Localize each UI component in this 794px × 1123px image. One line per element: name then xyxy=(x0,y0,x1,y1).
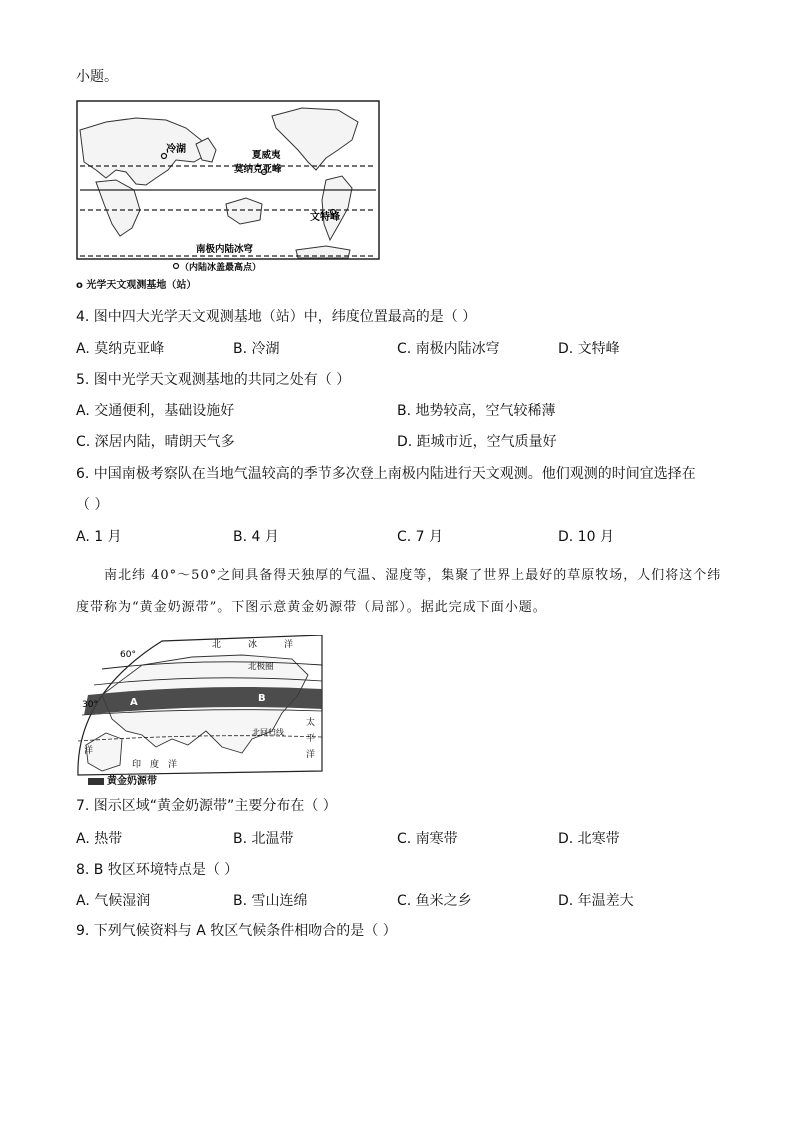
label-pacific-1: 太 xyxy=(306,718,316,728)
label-pacific-3: 洋 xyxy=(306,750,316,760)
milk-belt-map-svg xyxy=(72,635,328,785)
question-8-stem: 8. B 牧区环境特点是（ ） xyxy=(76,862,239,878)
label-antarctic-dome: 南极内陆冰穹 xyxy=(196,244,254,255)
q5-option-a: A. 交通便利，基础设施好 xyxy=(76,403,235,419)
q6-option-c: C. 7 月 xyxy=(397,529,444,545)
q6-option-b: B. 4 月 xyxy=(233,529,279,545)
question-5-stem: 5. 图中光学天文观测基地的共同之处有（ ） xyxy=(76,372,351,388)
observatory-world-map xyxy=(76,100,380,276)
label-indian-3: 洋 xyxy=(168,760,178,770)
label-ocean-west: 洋 xyxy=(84,746,94,756)
passage-line-2: 度带称为“黄金奶源带”。下图示意黄金奶源带（局部）。据此完成下面小题。 xyxy=(76,600,547,615)
golden-milk-belt-map xyxy=(72,635,328,785)
label-indian-1: 印 xyxy=(132,760,142,770)
map1-legend xyxy=(76,276,196,291)
q4-option-b: B. 冷湖 xyxy=(233,341,280,357)
question-7-stem: 7. 图示区域“黄金奶源带”主要分布在（ ） xyxy=(76,798,337,814)
observatory-dot-icon: o xyxy=(76,280,83,291)
q4-option-d: D. 文特峰 xyxy=(558,341,620,357)
question-4-stem: 4. 图中四大光学天文观测基地（站）中，纬度位置最高的是（ ） xyxy=(76,309,477,325)
map1-legend-label: 光学天文观测基地（站） xyxy=(86,280,197,291)
label-lat30: 30° xyxy=(82,700,98,710)
belt-swatch-icon xyxy=(88,778,104,785)
q8-option-c: C. 鱼米之乡 xyxy=(397,893,472,909)
label-arctic-ocean-3: 洋 xyxy=(284,640,294,650)
q8-option-b: B. 雪山连绵 xyxy=(233,893,308,909)
q7-option-a: A. 热带 xyxy=(76,831,123,847)
q7-option-b: B. 北温带 xyxy=(233,831,294,847)
q6-option-d: D. 10 月 xyxy=(558,529,614,545)
label-zone-b: B xyxy=(258,693,266,704)
label-pacific-2: 平 xyxy=(306,734,316,744)
label-cool-lake: 冷湖 xyxy=(166,144,186,155)
q5-option-b: B. 地势较高，空气较稀薄 xyxy=(397,403,556,419)
q5-option-d: D. 距城市近，空气质量好 xyxy=(397,434,557,450)
label-arctic-ocean-1: 北 xyxy=(212,640,222,650)
intro-tail-text: 小题。 xyxy=(76,69,118,85)
map2-legend xyxy=(88,772,157,787)
question-6-stem-cont: （ ） xyxy=(76,497,109,513)
label-arctic-circle: 北极圈 xyxy=(248,662,274,672)
q7-option-c: C. 南寒带 xyxy=(397,831,458,847)
q4-option-a: A. 莫纳克亚峰 xyxy=(76,341,165,357)
q4-option-c: C. 南极内陆冰穹 xyxy=(397,341,500,357)
q8-option-d: D. 年温差大 xyxy=(558,893,634,909)
label-arctic-ocean-2: 冰 xyxy=(248,640,258,650)
question-6-stem: 6. 中国南极考察队在当地气温较高的季节多次登上南极内陆进行天文观测。他们观测的时间宜选择在 xyxy=(76,466,696,482)
map2-legend-label: 黄金奶源带 xyxy=(107,776,157,787)
label-zone-a: A xyxy=(130,697,138,708)
question-9-stem: 9. 下列气候资料与 A 牧区气候条件相吻合的是（ ） xyxy=(76,923,397,939)
passage-line-1: 南北纬 40°～50°之间具备得天独厚的气温、湿度等，集聚了世界上最好的草原牧场，人们将这个纬 xyxy=(104,568,722,583)
label-antarctic-note: （内陆冰盖最高点） xyxy=(180,263,262,273)
label-lat60: 60° xyxy=(120,650,136,660)
label-wenteng: 文特峰 xyxy=(310,212,340,223)
label-tropic: 北回归线 xyxy=(252,728,284,737)
label-mauna-kea: 莫纳克亚峰 xyxy=(234,164,282,175)
observatory-map-svg xyxy=(76,100,380,276)
q8-option-a: A. 气候湿润 xyxy=(76,893,151,909)
q5-option-c: C. 深居内陆，晴朗天气多 xyxy=(76,434,235,450)
label-indian-2: 度 xyxy=(150,760,160,770)
q7-option-d: D. 北寒带 xyxy=(558,831,620,847)
q6-option-a: A. 1 月 xyxy=(76,529,122,545)
label-hawaii: 夏威夷 xyxy=(252,150,281,161)
